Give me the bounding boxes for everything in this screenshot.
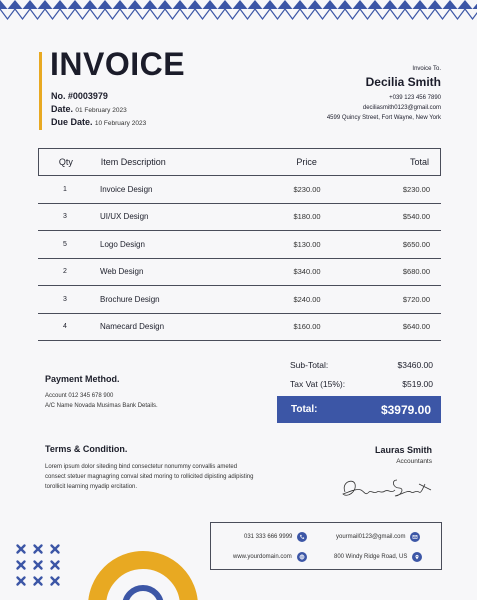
bill-to-label: Invoice To. — [412, 66, 441, 72]
payment-title: Payment Method. — [45, 374, 120, 384]
table-header — [38, 148, 441, 176]
row-price: $240.00 — [293, 294, 321, 304]
invoice-due-date: Due Date. 10 February 2023 — [51, 117, 147, 127]
contact-box — [210, 522, 442, 570]
row-description: Brochure Design — [100, 294, 160, 304]
row-price: $130.00 — [293, 239, 321, 249]
title-accent-bar — [39, 52, 42, 130]
table-row — [38, 259, 441, 287]
zigzag-border — [0, 0, 477, 26]
contact-website-text: www.yourdomain.com — [233, 554, 292, 560]
subtotal-value: $3460.00 — [397, 359, 433, 370]
terms-title: Terms & Condition. — [45, 444, 128, 454]
row-qty: 2 — [63, 268, 67, 276]
bill-to-email: deciliasmith0123@gmail.com — [362, 105, 441, 111]
subtotal-label: Sub-Total: — [290, 359, 329, 370]
totals — [290, 355, 433, 393]
mail-icon — [410, 532, 420, 542]
contact-email-text: yourmail0123@gmail.com — [336, 534, 406, 540]
contact-address — [334, 552, 422, 562]
signer-name: Lauras Smith — [374, 445, 432, 455]
terms-text: Lorem ipsum dolor siteding bind consectetur nonummy convallis ameted consect stetuer magnagring conval sited moring to rollicited dipisting adipisting torollicit learning myadip ercitation. — [45, 464, 254, 490]
row-qty: 3 — [63, 213, 67, 221]
row-total: $650.00 — [402, 239, 430, 249]
row-total: $640.00 — [402, 322, 430, 332]
header-qty: Qty — [58, 157, 73, 167]
total-value: $3979.00 — [380, 402, 431, 417]
row-qty: 5 — [63, 240, 67, 248]
bill-to-name: Decilia Smith — [365, 75, 441, 89]
phone-icon — [297, 532, 307, 542]
header-total: Total — [409, 157, 429, 167]
row-description: Invoice Design — [100, 184, 153, 194]
payment-account: Account 012 345 678 900 — [45, 393, 114, 399]
row-price: $230.00 — [293, 184, 321, 194]
payment-account-name: A/C Name Novada Musimas Bank Details. — [45, 403, 158, 409]
tax-row — [290, 374, 433, 393]
contact-phone — [244, 532, 307, 542]
table-row — [38, 204, 441, 232]
row-total: $680.00 — [402, 267, 430, 277]
row-total: $540.00 — [402, 212, 430, 222]
row-qty: 4 — [63, 323, 67, 331]
table-row — [38, 176, 441, 204]
row-description: Logo Design — [100, 239, 145, 249]
items-table — [38, 148, 441, 341]
table-row — [38, 286, 441, 314]
contact-address-text: 800 Windy Ridge Road, US — [334, 554, 408, 560]
invoice-number: No. #0003979 — [51, 91, 108, 101]
row-qty: 3 — [63, 295, 67, 303]
contact-phone-text: 031 333 666 9999 — [244, 534, 293, 540]
location-icon — [412, 552, 422, 562]
bill-to-address: 4599 Quincy Street, Fort Wayne, New York — [326, 115, 441, 121]
decorative-crosses — [15, 543, 65, 588]
subtotal-row — [290, 355, 433, 374]
bill-to-phone: +039 123 456 7890 — [389, 95, 441, 101]
tax-label: Tax Vat (15%): — [290, 378, 346, 389]
globe-icon — [297, 552, 307, 562]
row-qty: 1 — [63, 185, 67, 193]
tax-value: $519.00 — [402, 378, 433, 389]
row-price: $180.00 — [293, 212, 321, 222]
table-row — [38, 314, 441, 342]
invoice-title: INVOICE — [50, 46, 186, 82]
table-row — [38, 231, 441, 259]
row-total: $720.00 — [402, 294, 430, 304]
signer-role: Accountants — [396, 458, 432, 465]
header-price: Price — [296, 157, 317, 167]
header-description: Item Description — [100, 157, 166, 167]
bill-to — [327, 66, 441, 121]
total-label: Total: — [291, 404, 318, 415]
signature — [335, 470, 435, 504]
decorative-arc — [88, 546, 198, 600]
grand-total — [277, 396, 441, 423]
row-description: Namecard Design — [100, 322, 165, 332]
contact-website — [233, 552, 307, 562]
row-description: UI/UX Design — [100, 212, 149, 222]
invoice-date: Date. 01 February 2023 — [51, 104, 127, 114]
row-total: $230.00 — [402, 184, 430, 194]
row-description: Web Design — [100, 267, 144, 277]
contact-email — [336, 532, 420, 542]
row-price: $340.00 — [293, 267, 321, 277]
row-price: $160.00 — [293, 322, 321, 332]
